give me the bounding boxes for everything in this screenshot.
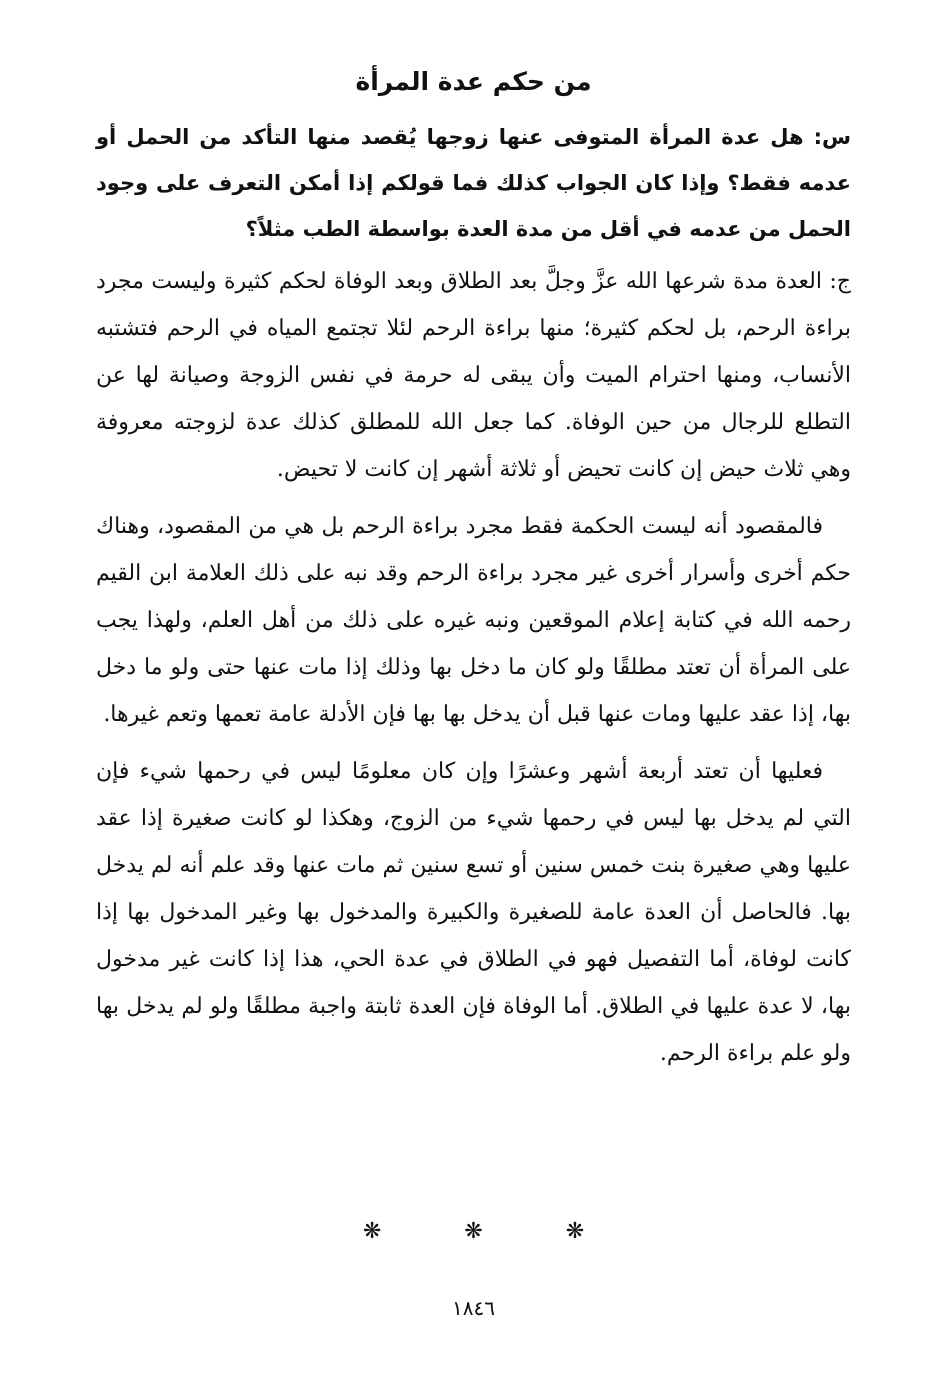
separator-star-icon: ❋: [362, 1219, 382, 1244]
answer-paragraph-2: فالمقصود أنه ليست الحكمة فقط مجرد براءة الرحم بل هي من المقصود، وهناك حكم أخرى وأسرار أخرى غير مجرد براءة الرحم وقد نبه على ذلك العلامة ابن القيم رحمه الله في كتابة إعلام الموقعين ونبه غيره على ذلك من أهل العلم، ولهذا يجب على المرأة أن تعتد مطلقًا ولو كان ما دخل بها وذلك إذا مات عنها حتى ولو ما دخل بها، إذا عقد عليها ومات عنها قبل أن يدخل بها بها فإن الأدلة عامة تعمها وتعم غيرها.: [96, 514, 851, 727]
answer-paragraph-1: ج: العدة مدة شرعها الله عزَّ وجلَّ بعد الطلاق وبعد الوفاة لحكم كثيرة وليست مجرد براءة الرحم، بل لحكم كثيرة؛ منها براءة الرحم لئلا تجتمع المياه في الرحم فتشتبه الأنساب، ومنها احترام الميت وأن يبقى له حرمة في نفس الزوجة وصيانة لها عن التطلع للرجال من حين الوفاة. كما جعل الله للمطلق كذلك عدة لزوجته معروفة وهي ثلاث حيض إن كانت تحيض أو ثلاثة أشهر إن كانت لا تحيض.: [96, 269, 851, 482]
fatwa-title: من حكم عدة المرأة: [355, 67, 592, 96]
separator-star-icon: ❋: [464, 1219, 483, 1244]
answer-paragraph-3: فعليها أن تعتد أربعة أشهر وعشرًا وإن كان معلومًا ليس في رحمها شيء فإن التي لم يدخل بها ليس في رحمها شيء من الزوج، وهكذا لو كانت صغيرة إذا عقد عليها وهي صغيرة بنت خمس سنين أو تسع سنين ثم مات عنها وقد علم أنه لم يدخل بها. فالحاصل أن العدة عامة للصغيرة والكبيرة والمدخول بها وغير المدخول بها إذا كانت لوفاة، أما التفصيل فهو في الطلاق في عدة الحي، هذا إذا كانت غير مدخول بها، لا عدة عليها في الطلاق. أما الوفاة فإن العدة ثابتة واجبة مطلقًا ولو لم يدخل بها ولو علم براءة الرحم.: [96, 759, 851, 1066]
answer-body: [96, 258, 851, 1087]
separator-star-icon: ❋: [565, 1219, 585, 1244]
section-separator: [0, 1212, 947, 1252]
question-paragraph: س: هل عدة المرأة المتوفى عنها زوجها يُقصد منها التأكد من الحمل أو عدمه فقط؟ وإذا كان الجواب كذلك فما قولكم إذا أمكن التعرف على وجود الحمل من عدمه في أقل من مدة العدة بواسطة الطب مثلاً؟: [96, 125, 851, 241]
page-number: ١٨٤٦: [452, 1296, 495, 1320]
